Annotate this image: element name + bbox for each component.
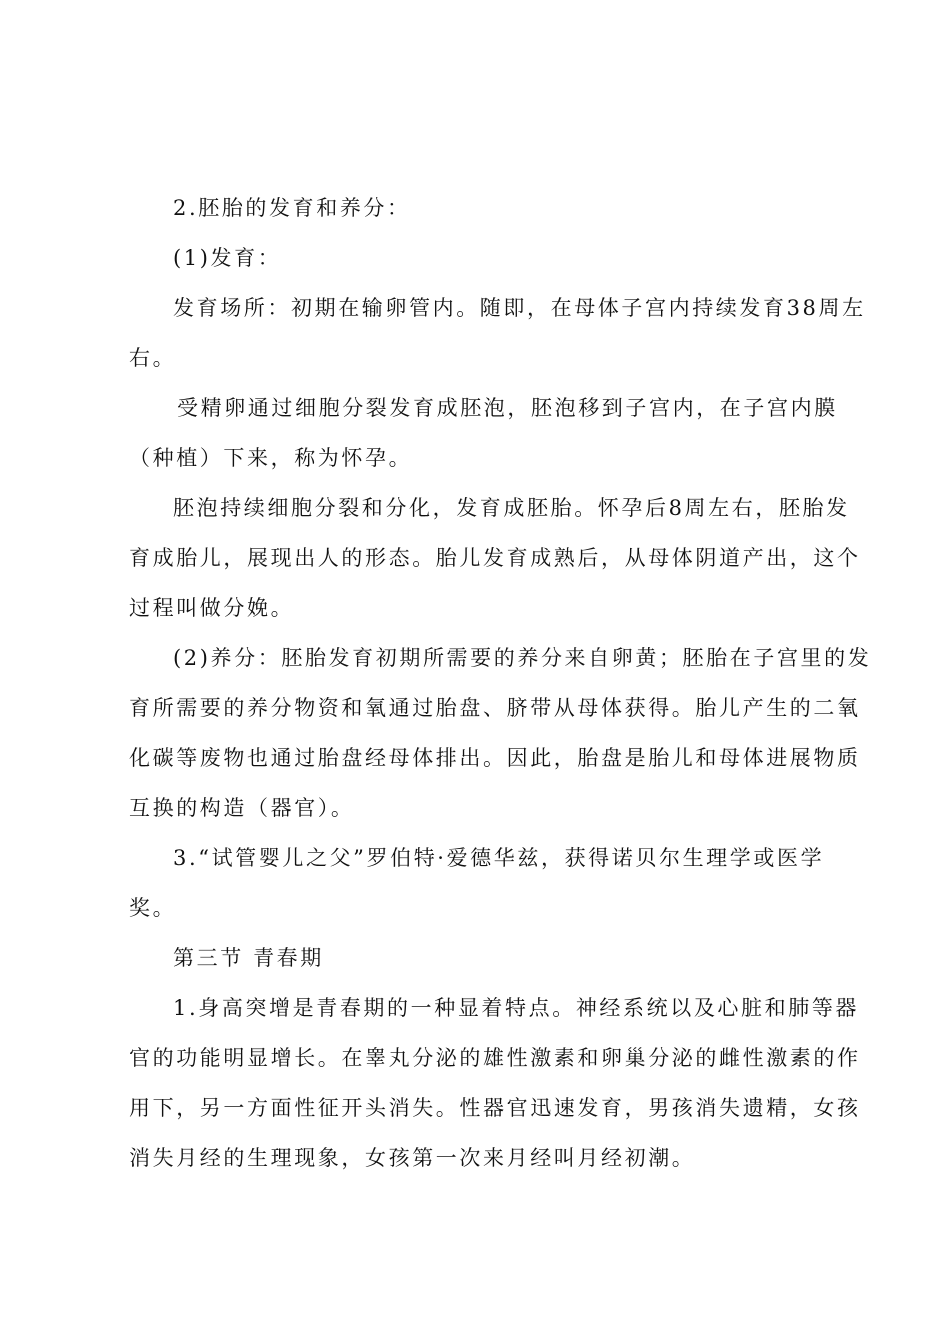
paragraph-line: 右。 bbox=[129, 346, 177, 370]
paragraph-line: 胚泡持续细胞分裂和分化，发育成胚胎。怀孕后8周左右，胚胎发 bbox=[173, 496, 850, 520]
paragraph-line: 3.“试管婴儿之父”罗伯特·爱德华兹，获得诺贝尔生理学或医学 bbox=[173, 846, 825, 870]
section-heading-embryo: 2.胚胎的发育和养分： bbox=[173, 196, 411, 220]
paragraph-line: 奖。 bbox=[129, 896, 177, 920]
paragraph-line: 发育场所：初期在输卵管内。随即，在母体子宫内持续发育38周左 bbox=[173, 296, 866, 320]
paragraph-line: (2)养分：胚胎发育初期所需要的养分来自卵黄；胚胎在子宫里的发 bbox=[173, 646, 872, 670]
paragraph-line: 育所需要的养分物资和氧通过胎盘、脐带从母体获得。胎儿产生的二氧 bbox=[129, 696, 861, 720]
paragraph-line: 官的功能明显增长。在睾丸分泌的雄性激素和卵巢分泌的雌性激素的作 bbox=[129, 1046, 861, 1070]
paragraph-line: 过程叫做分娩。 bbox=[129, 596, 295, 620]
section-heading-puberty: 第三节 青春期 bbox=[173, 946, 324, 970]
paragraph-line: 消失月经的生理现象，女孩第一次来月经叫月经初潮。 bbox=[129, 1146, 696, 1170]
paragraph-line: 化碳等废物也通过胎盘经母体排出。因此，胎盘是胎儿和母体进展物质 bbox=[129, 746, 861, 770]
paragraph-line: 受精卵通过细胞分裂发育成胚泡，胚泡移到子宫内，在子宫内膜 bbox=[177, 396, 838, 420]
paragraph-line: 用下，另一方面性征开头消失。性器官迅速发育，男孩消失遗精，女孩 bbox=[129, 1096, 861, 1120]
paragraph-line: （种植）下来，称为怀孕。 bbox=[129, 446, 413, 470]
paragraph-line: 育成胎儿，展现出人的形态。胎儿发育成熟后，从母体阴道产出，这个 bbox=[129, 546, 861, 570]
paragraph-line: 互换的构造（器官）。 bbox=[129, 796, 355, 820]
subheading-development: (1)发育： bbox=[173, 246, 282, 270]
paragraph-line: 1.身高突增是青春期的一种显着特点。神经系统以及心脏和肺等器 bbox=[173, 996, 860, 1020]
